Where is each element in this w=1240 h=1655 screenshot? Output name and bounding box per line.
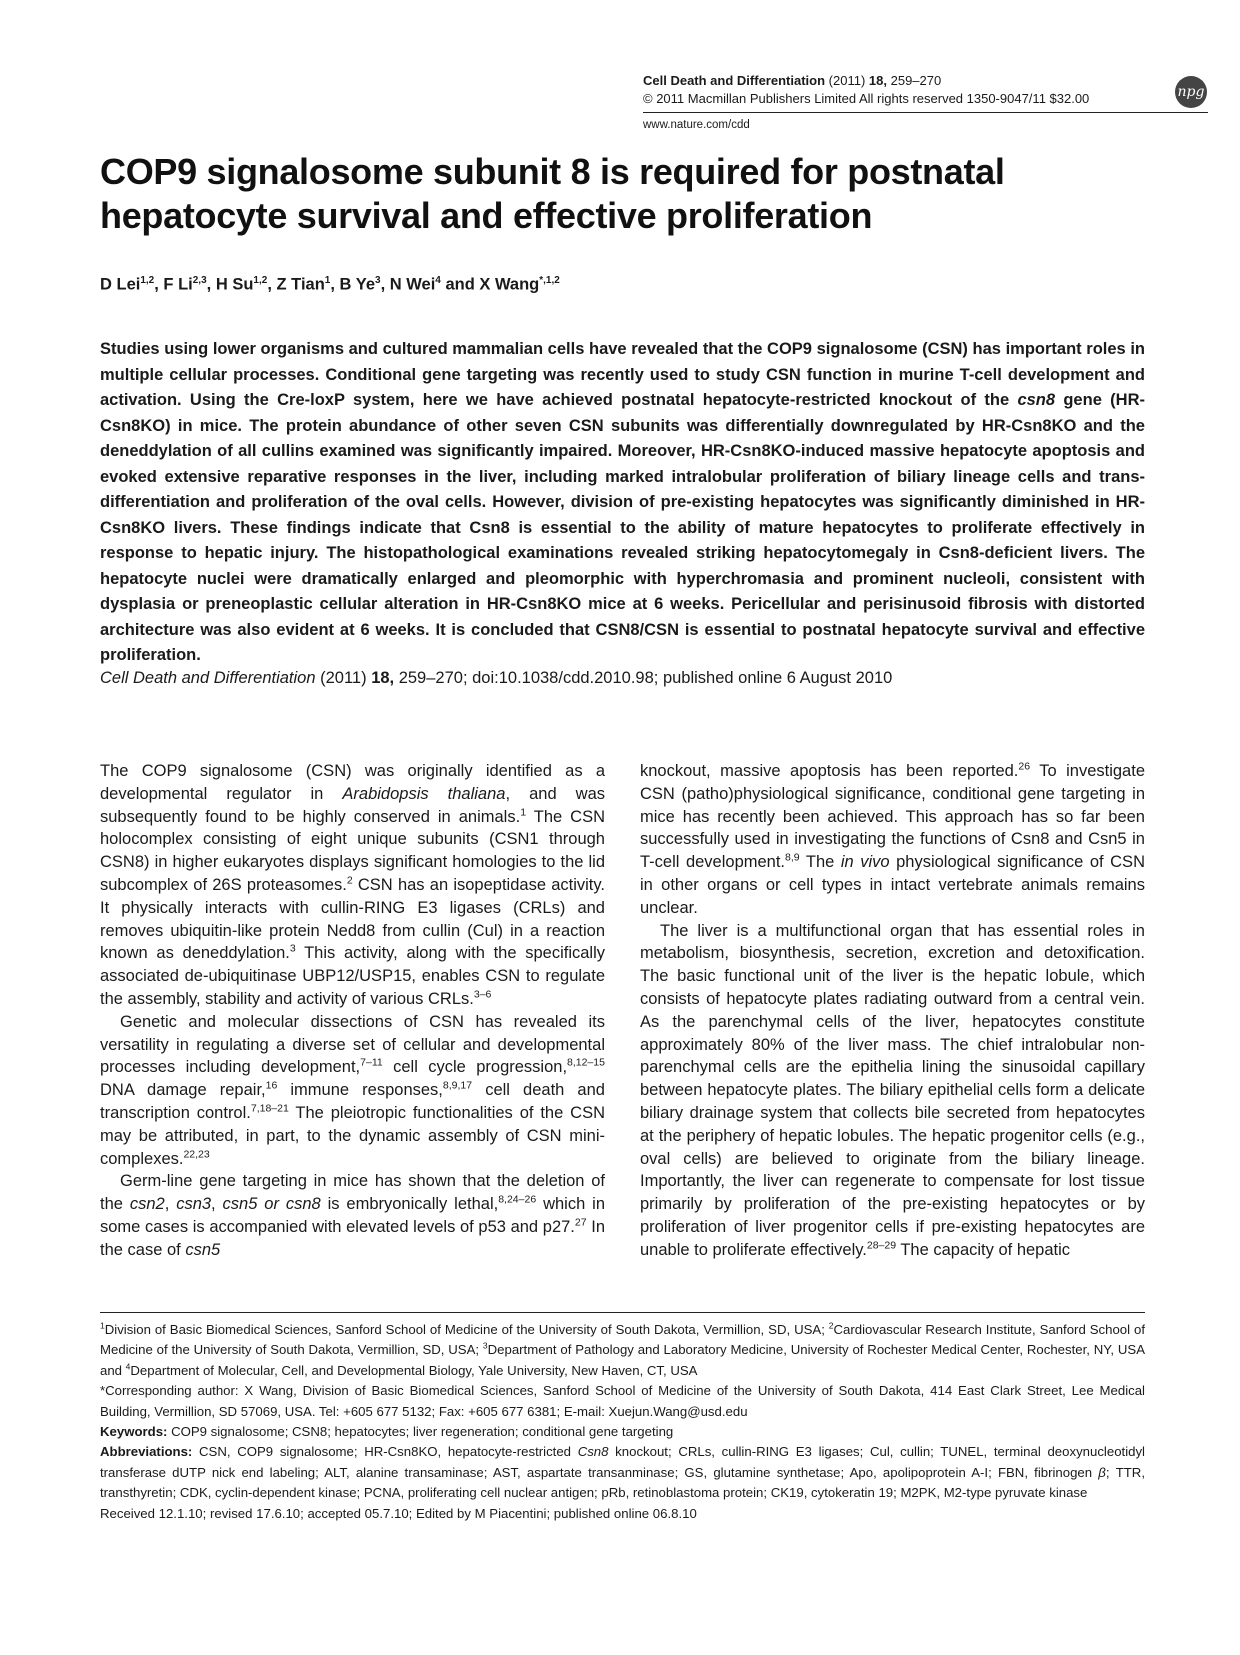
body-paragraph — [100, 1011, 605, 1171]
citation-superscript: 7,18–21 — [250, 1102, 289, 1115]
text-run: in vivo — [840, 853, 890, 872]
citation-volume: 18, — [371, 669, 395, 687]
citation-superscript: 2 — [346, 874, 353, 887]
text-run: CSN has an isopeptidase activity. It physically interacts with cullin-RING E3 ligases (CRLs) and removes ubiquitin-like protein Nedd8 from cullin (Cul) in a reaction known as deneddylation. — [100, 875, 606, 963]
author-name: F Li — [163, 275, 193, 294]
author-separator: , — [380, 275, 390, 294]
journal-year: (2011) — [828, 73, 866, 88]
text-run: The pleiotropic functionalities of the CSN may be attributed, in part, to the dynamic assembly of CSN mini-complexes. — [100, 1103, 605, 1168]
copyright-line: © 2011 Macmillan Publishers Limited All rights reserved 1350-9047/11 $32.00 — [643, 91, 1090, 106]
author-name: H Su — [215, 275, 254, 294]
text-run: ; TTR, transthyretin; CDK, cyclin-dependent kinase; PCNA, proliferating cell nuclear antigen; pRb, retinoblastoma protein; CK19, cytokeratin 19; M2PK, M2-type pyruvate kinase — [100, 1464, 1145, 1501]
text-run: The — [799, 853, 841, 872]
text-run: csn3 — [176, 1195, 212, 1214]
title-line-2: hepatocyte survival and effective proliferation — [100, 195, 873, 236]
body-paragraph — [100, 760, 605, 1011]
text-run: immune responses, — [277, 1081, 443, 1100]
author-separator: , — [154, 275, 164, 294]
running-header — [643, 72, 1208, 131]
text-run: β — [1098, 1464, 1106, 1480]
title-line-1: COP9 signalosome subunit 8 is required for postnatal — [100, 151, 1005, 192]
text-run: Division of Basic Biomedical Sciences, Sanford School of Medicine of the University of South Dakota, Vermillion, SD, USA; — [104, 1322, 829, 1337]
citation-journal: Cell Death and Differentiation — [100, 669, 316, 687]
author-separator: , — [206, 275, 216, 294]
text-run: Department of Molecular, Cell, and Developmental Biology, Yale University, New Haven, CT, USA — [130, 1362, 698, 1378]
abstract-text-1: Studies using lower organisms and cultured mammalian cells have revealed that the COP9 signalosome (CSN) has important roles in multiple cellular processes. Conditional gene targeting was recently used to study CSN function in murine T-cell development and activation. Using the Cre-loxP system, here we have achieved postnatal hepatocyte-restricted knockout of the — [100, 340, 1145, 409]
citation-superscript: 4 — [125, 1361, 131, 1372]
citation-superscript: 3 — [289, 942, 296, 955]
author-affiliation: 2,3 — [192, 275, 207, 286]
text-run: Cardiovascular Research Institute, Sanford School of Medicine of the University of South Dakota, Vermillion, SD, USA; — [100, 1322, 1145, 1358]
text-run: Department of Pathology and Laboratory Medicine, University of Rochester Medical Center, Rochester, NY, USA and — [100, 1342, 1145, 1378]
text-run: The CSN holocomplex consisting of eight unique subunits (CSN1 through CSN8) in higher eukaryotes displays significant homologies to the lid subcomplex of 26S proteasomes. — [100, 807, 606, 894]
text-run: Abbreviations: — [100, 1444, 193, 1460]
body-column-right — [640, 760, 1145, 1262]
text-run: To investigate CSN (patho)physiological significance, conditional gene targeting in mice has recently been achieved. This approach has so far been successfully used in investigating the functions of Csn8 and Csn5 in T-cell development. — [640, 762, 1145, 872]
text-run: The liver is a multifunctional organ that has essential roles in metabolism, biosynthesis, secretion, excretion and detoxification. The basic functional unit of the liver is the hepatic lobule, which consists of hepatocyte plates radiating outward from a central vein. As the parenchymal cells of the liver, hepatocytes constitute approximately 80% of the liver mass. The chief intralobular non-parenchymal cells are the epithelia lining the sinusoidal capillary between hepatocyte plates. The biliary epithelial cells form a delicate biliary drainage system that collects bile secreted from hepatocytes at the periphery of hepatic lobules. The hepatic progenitor cells (e.g., oval cells) are believed to originate from the biliary lineage. Importantly, the liver can regenerate to compensate for lost tissue primarily by proliferation of the pre-existing hepatocytes or by proliferation of liver progenitor cells if pre-existing hepatocytes are unable to proliferate effectively. — [640, 921, 1145, 1259]
citation-superscript: 2 — [828, 1320, 834, 1331]
text-run: Germ-line gene targeting in mice has shown that the deletion of the — [100, 1172, 605, 1214]
author-affiliation: 1 — [324, 275, 331, 286]
citation-superscript: 28–29 — [866, 1239, 897, 1252]
text-run: This activity, along with the specifically associated de-ubiquitinase UBP12/USP15, enables CSN to regulate the assembly, stability and activity of various CRLs. — [100, 944, 605, 1008]
article-citation — [100, 666, 1145, 690]
author-affiliation: *,1,2 — [539, 275, 560, 286]
text-run: cell cycle progression, — [382, 1058, 568, 1077]
body-paragraph — [100, 1170, 605, 1261]
text-run: COP9 signalosome; CSN8; hepatocytes; liver regeneration; conditional gene targeting — [167, 1424, 674, 1440]
citation-superscript: 8,24–26 — [498, 1193, 537, 1206]
citation-superscript: 16 — [265, 1079, 278, 1092]
citation-superscript: 8,9 — [785, 851, 800, 864]
text-run: , — [211, 1195, 223, 1214]
author-list — [100, 275, 560, 295]
text-run: , — [164, 1195, 177, 1214]
author-name: X Wang — [479, 275, 540, 294]
text-run: Received 12.1.10; revised 17.6.10; accepted 05.7.10; Edited by M Piacentini; published online 06.8.10 — [100, 1505, 697, 1521]
author-affiliation: 1,2 — [140, 275, 155, 286]
text-run: Arabidopsis thaliana — [342, 784, 506, 803]
journal-url[interactable]: www.nature.com/cdd — [643, 119, 750, 131]
text-run: The capacity of hepatic — [896, 1240, 1071, 1259]
abstract-gene: csn8 — [1017, 391, 1056, 409]
footnote-paragraph — [100, 1381, 1145, 1422]
article-title — [100, 150, 1160, 238]
citation-superscript: 8,9,17 — [442, 1079, 473, 1092]
footnote-rule — [100, 1312, 1145, 1313]
text-run: In the case of — [100, 1217, 605, 1259]
text-run: csn2 — [129, 1195, 165, 1214]
citation-year: (2011) — [315, 669, 372, 687]
body-paragraph — [640, 920, 1145, 1262]
text-run: Keywords: — [100, 1424, 168, 1440]
footnote-paragraph — [100, 1320, 1145, 1381]
journal-pages: 259–270 — [890, 73, 942, 88]
author-separator: , — [267, 275, 277, 294]
text-run: csn5 — [185, 1240, 221, 1259]
author-name: B Ye — [339, 275, 376, 294]
footnote-paragraph — [100, 1504, 1145, 1524]
body-column-left — [100, 760, 605, 1262]
body-paragraph — [640, 760, 1145, 920]
abstract-text-2: gene (HR-Csn8KO) in mice. The protein abundance of other seven CSN subunits was differentially downregulated by HR-Csn8KO and the deneddylation of all cullins examined was significantly impaired. Moreover, HR-Csn8KO-induced massive hepatocyte apoptosis and evoked extensive reparative responses in the liver, including marked intralobular proliferation of biliary lineage cells and trans-differentiation and proliferation of the oval cells. However, division of pre-existing hepatocytes was significantly diminished in HR-Csn8KO livers. These findings indicate that Csn8 is essential to the ability of mature hepatocytes to proliferate effectively in response to hepatic injury. The histopathological examinations revealed striking hepatocytomegaly in Csn8-deficient livers. The hepatocyte nuclei were dramatically enlarged and pleomorphic with hyperchromasia and prominent nucleoli, consistent with dysplasia or preneoplastic cellular alteration in HR-Csn8KO mice at 6 weeks. Pericellular and perisinusoid fibrosis with distorted architecture was also evident at 6 weeks. It is concluded that CSN8/CSN is essential to postnatal hepatocyte survival and effective proliferation. — [100, 391, 1145, 664]
text-run: The COP9 signalosome (CSN) was originally identified as a developmental regulator in — [100, 762, 605, 803]
text-run: knockout; CRLs, cullin-RING E3 ligases; Cul, cullin; TUNEL, terminal deoxynucleotidyl transferase dUTP nick end labeling; ALT, alanine transaminase; AST, aspartate transanminase; GS, glutamine synthetase; Apo, apolipoprotein A-I; FBN, fibrinogen — [100, 1444, 1145, 1480]
text-run: cell death and transcription control. — [100, 1081, 605, 1122]
text-run: knockout, massive apoptosis has been reported. — [640, 762, 1019, 780]
author-separator: and — [440, 275, 480, 294]
journal-citation-line — [643, 72, 1208, 90]
header-rule — [643, 112, 1208, 113]
citation-superscript: 27 — [574, 1216, 587, 1229]
footnotes — [100, 1320, 1145, 1524]
citation-superscript: 8,12–15 — [567, 1056, 605, 1069]
text-run: is embryonically lethal, — [320, 1195, 499, 1214]
citation-superscript: 22,23 — [183, 1148, 210, 1161]
journal-name: Cell Death and Differentiation — [643, 73, 826, 88]
journal-volume: 18, — [868, 73, 887, 88]
text-run: , and was subsequently found to be highly conserved in animals. — [100, 784, 605, 826]
text-run: CSN, COP9 signalosome; HR-Csn8KO, hepatocyte-restricted — [192, 1444, 578, 1460]
citation-superscript: 3–6 — [473, 988, 492, 1001]
text-run: *Corresponding author: X Wang, Division of Basic Biomedical Sciences, Sanford School of Medicine of the University of South Dakota, 414 East Clark Street, Lee Medical Building, Vermillion, SD 57069, USA. Tel: +605 677 5132; Fax: +605 677 6381; E-mail: Xuejun.Wang@usd.edu — [100, 1383, 1145, 1419]
text-run: Genetic and molecular dissections of CSN has revealed its versatility in regulating a diverse set of cellular and developmental processes including development, — [100, 1012, 605, 1077]
citation-details: 259–270; doi:10.1038/cdd.2010.98; published online 6 August 2010 — [394, 669, 893, 687]
author-name: D Lei — [100, 275, 141, 294]
citation-superscript: 1 — [520, 806, 527, 819]
text-run: DNA damage repair, — [100, 1081, 266, 1100]
author-affiliation: 3 — [375, 275, 381, 286]
text-run: which in some cases is accompanied with elevated levels of p53 and p27. — [100, 1195, 605, 1236]
author-affiliation: 1,2 — [253, 275, 268, 286]
text-run: Csn8 — [577, 1444, 609, 1460]
author-affiliation: 4 — [435, 275, 441, 286]
citation-superscript: 26 — [1018, 760, 1031, 773]
author-name: N Wei — [389, 275, 436, 294]
footnote-paragraph — [100, 1442, 1145, 1503]
author-name: Z Tian — [276, 275, 325, 294]
citation-superscript: 7–11 — [360, 1056, 383, 1069]
citation-superscript: 1 — [100, 1320, 105, 1331]
text-run: csn5 or csn8 — [222, 1195, 321, 1214]
abstract — [100, 337, 1145, 669]
text-run: physiological significance of CSN in other organs or cell types in intact vertebrate animals remains unclear. — [640, 853, 1145, 917]
npg-logo: npg — [1175, 76, 1207, 108]
author-separator: , — [330, 275, 340, 294]
footnote-paragraph — [100, 1422, 1145, 1442]
citation-superscript: 3 — [482, 1341, 488, 1352]
